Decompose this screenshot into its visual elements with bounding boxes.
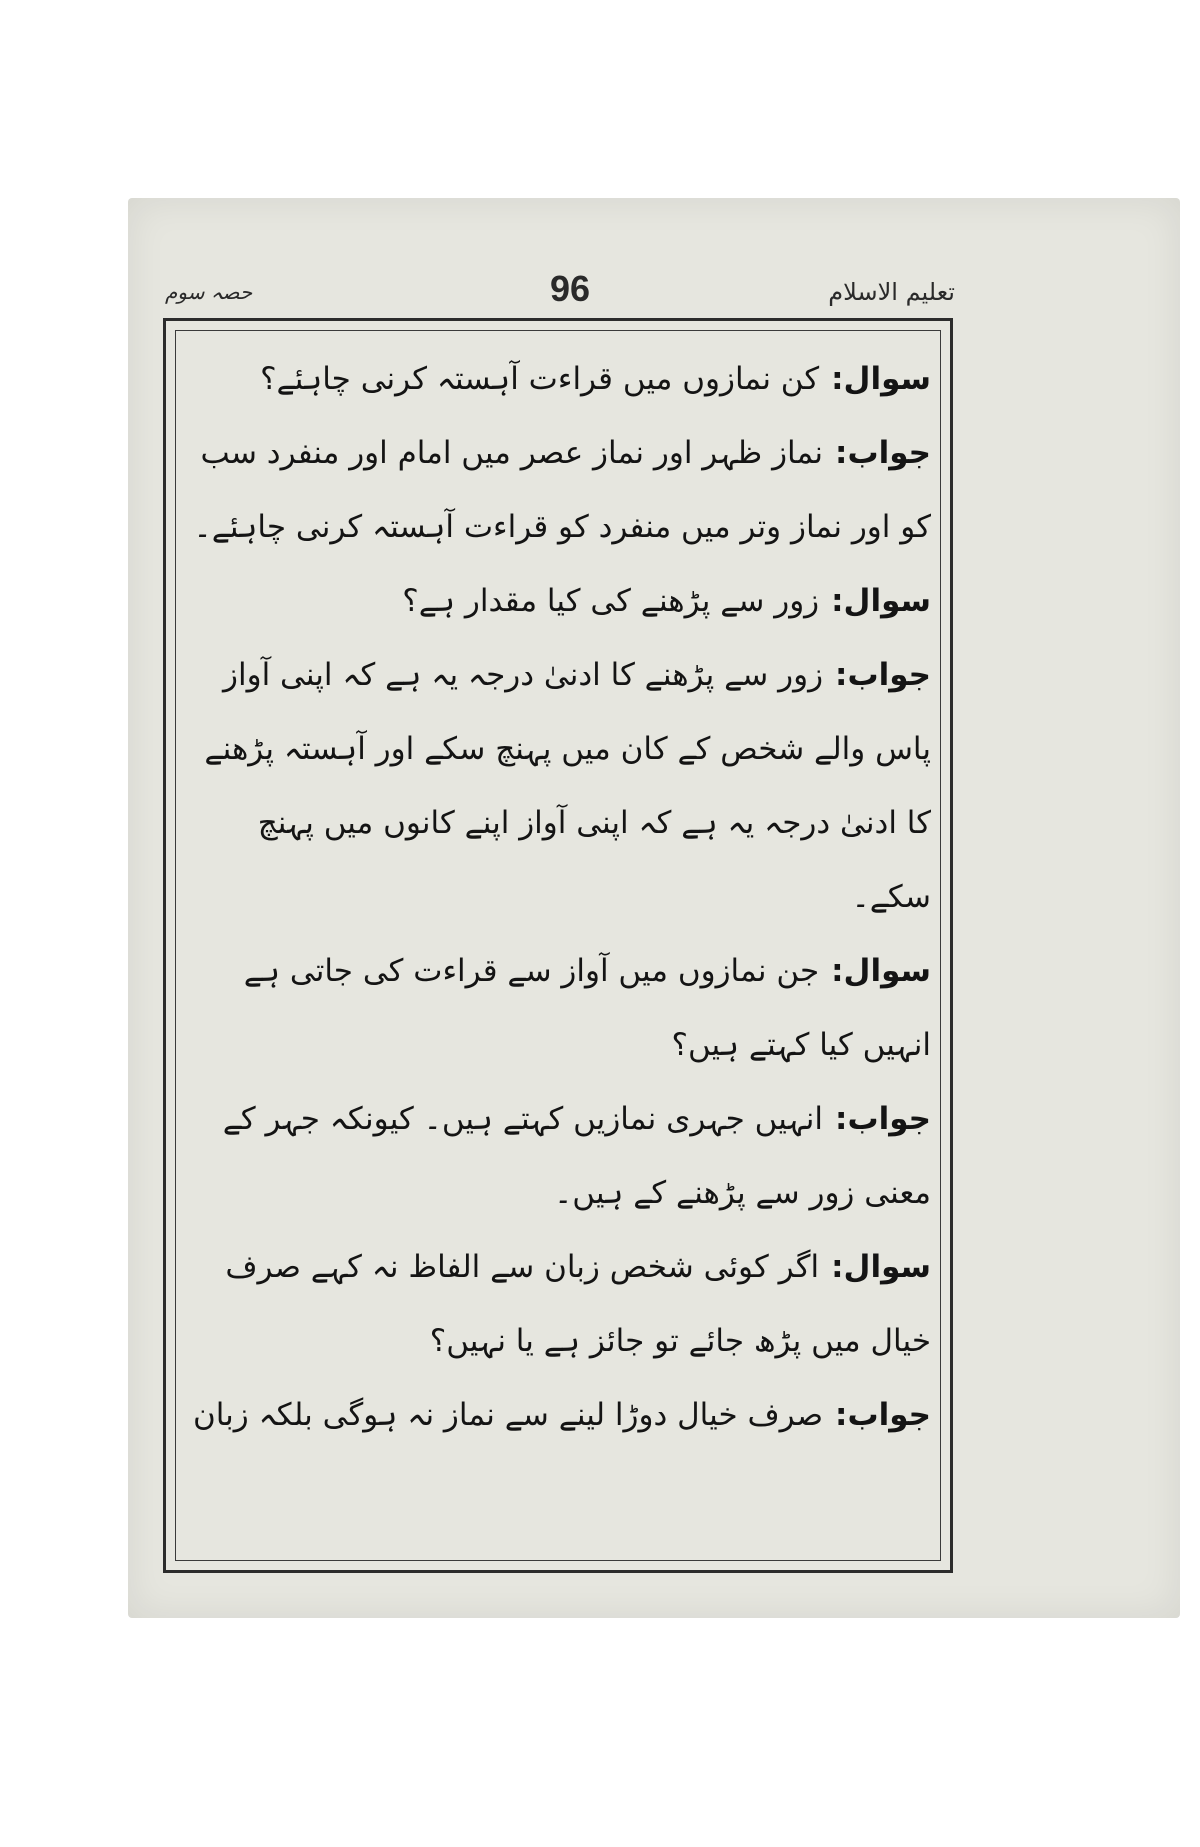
answer-1 — [185, 416, 931, 564]
question-text: کن نمازوں میں قراءت آہستہ کرنی چاہئے؟ — [260, 361, 820, 397]
answer-text: انہیں جہری نمازیں کہتے ہیں۔ کیونکہ جہر کے معنی زور سے پڑھنے کے ہیں۔ — [222, 1101, 931, 1211]
question-4 — [185, 1230, 931, 1378]
answer-label: جواب: — [835, 435, 931, 471]
question-text: اگر کوئی شخص زبان سے الفاظ نہ کہے صرف خیال میں پڑھ جائے تو جائز ہے یا نہیں؟ — [225, 1249, 931, 1359]
question-text: زور سے پڑھنے کی کیا مقدار ہے؟ — [402, 583, 820, 619]
answer-2 — [185, 638, 931, 934]
question-label: سوال: — [831, 1249, 931, 1285]
question-label: سوال: — [831, 361, 931, 397]
answer-label: جواب: — [835, 1101, 931, 1137]
answer-text: صرف خیال دوڑا لینے سے نماز نہ ہوگی بلکہ زبان — [192, 1397, 824, 1433]
answer-label: جواب: — [835, 1397, 931, 1433]
question-text: جن نمازوں میں آواز سے قراءت کی جاتی ہے انہیں کیا کہتے ہیں؟ — [243, 953, 931, 1063]
page-body — [185, 342, 931, 1552]
question-2 — [185, 564, 931, 638]
question-label: سوال: — [831, 583, 931, 619]
question-1 — [185, 342, 931, 416]
answer-text: زور سے پڑھنے کا ادنیٰ درجہ یہ ہے کہ اپنی آواز پاس والے شخص کے کان میں پہنچ سکے اور آہستہ پڑھنے کا ادنیٰ درجہ یہ ہے کہ اپنی آواز اپنے کانوں میں پہنچ سکے۔ — [204, 657, 931, 915]
question-3 — [185, 934, 931, 1082]
answer-3 — [185, 1082, 931, 1230]
page-header — [165, 268, 955, 316]
answer-label: جواب: — [835, 657, 931, 693]
section-label: حصہ سوم — [165, 280, 253, 304]
answer-4 — [185, 1378, 931, 1452]
question-label: سوال: — [831, 953, 931, 989]
book-title: تعلیم الاسلام — [828, 278, 955, 306]
page-number: 96 — [550, 268, 591, 309]
answer-text: نماز ظہر اور نماز عصر میں امام اور منفرد سب کو اور نماز وتر میں منفرد کو قراءت آہستہ کرنی چاہئے۔ — [193, 435, 931, 545]
